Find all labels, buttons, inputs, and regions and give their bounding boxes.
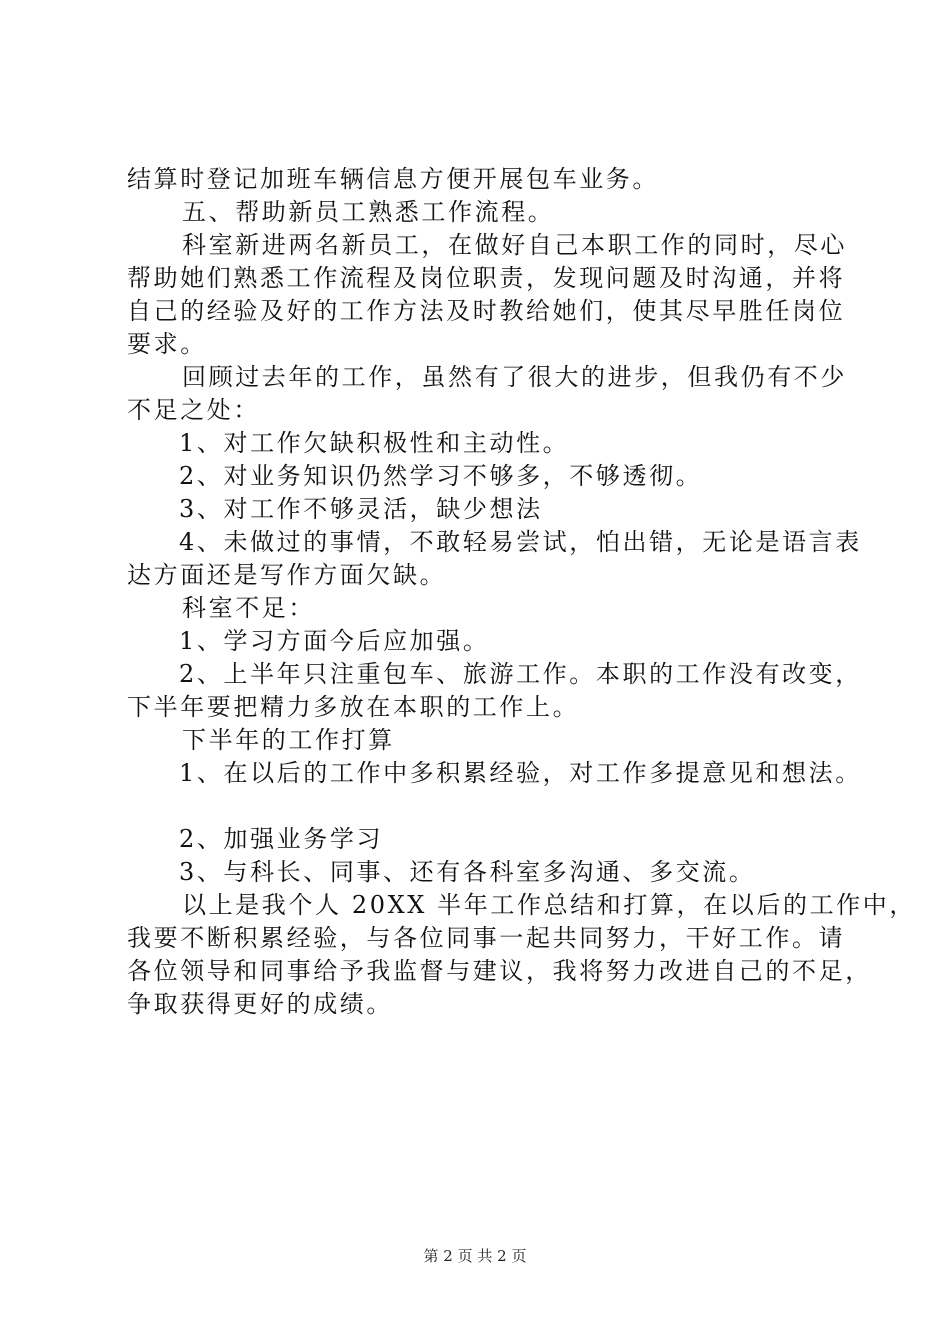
paragraph-line: 以上是我个人 20XX 半年工作总结和打算，在以后的工作中， bbox=[182, 891, 916, 919]
paragraph-line: 我要不断积累经验，与各位同事一起共同努力，干好工作。请 bbox=[127, 924, 846, 952]
paragraph-line: 各位领导和同事给予我监督与建议，我将努力改进自己的不足， bbox=[127, 957, 872, 985]
paragraph-line: 回顾过去年的工作，虽然有了很大的进步，但我仍有不少 bbox=[182, 363, 847, 391]
paragraph-line: 科室新进两名新员工，在做好自己本职工作的同时，尽心 bbox=[182, 231, 847, 259]
paragraph-line: 结算时登记加班车辆信息方便开展包车业务。 bbox=[127, 165, 659, 193]
paragraph-line: 自己的经验及好的工作方法及时教给她们，使其尽早胜任岗位 bbox=[127, 297, 846, 325]
section-heading: 五、帮助新员工熟悉工作流程。 bbox=[182, 198, 555, 226]
list-item: 2、加强业务学习 bbox=[179, 825, 384, 853]
list-item: 4、未做过的事情，不敢轻易尝试，怕出错，无论是语言表 bbox=[179, 528, 862, 556]
paragraph-line: 帮助她们熟悉工作流程及岗位职责，发现问题及时沟通，并将 bbox=[127, 264, 846, 292]
list-item: 3、与科长、同事、还有各科室多沟通、多交流。 bbox=[179, 858, 756, 886]
section-heading: 下半年的工作打算 bbox=[182, 726, 395, 754]
list-item: 1、在以后的工作中多积累经验，对工作多提意见和想法。 bbox=[179, 759, 862, 787]
list-item: 1、学习方面今后应加强。 bbox=[179, 627, 490, 655]
paragraph-line: 不足之处： bbox=[127, 396, 260, 424]
paragraph-line: 达方面还是写作方面欠缺。 bbox=[127, 561, 447, 589]
list-item: 1、对工作欠缺积极性和主动性。 bbox=[179, 429, 570, 457]
list-item: 2、上半年只注重包车、旅游工作。本职的工作没有改变， bbox=[179, 660, 862, 688]
paragraph-line: 下半年要把精力多放在本职的工作上。 bbox=[127, 693, 580, 721]
paragraph-line: 要求。 bbox=[127, 330, 207, 358]
document-body bbox=[127, 163, 916, 1021]
blank-line bbox=[127, 790, 837, 823]
list-item: 3、对工作不够灵活，缺少想法 bbox=[179, 495, 543, 523]
page-number-footer: 第 2 页 共 2 页 bbox=[423, 1247, 527, 1265]
paragraph-line: 争取获得更好的成绩。 bbox=[127, 990, 393, 1018]
section-heading: 科室不足： bbox=[182, 594, 315, 622]
list-item: 2、对业务知识仍然学习不够多，不够透彻。 bbox=[179, 462, 703, 490]
